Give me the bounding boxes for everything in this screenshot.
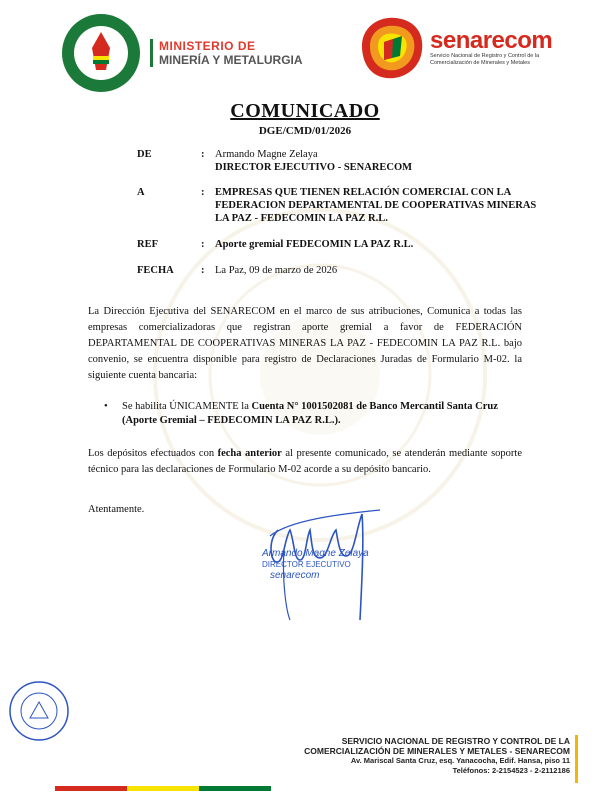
stamp-org: senarecom (270, 570, 320, 581)
de-label: DE (137, 149, 152, 160)
signature-stamp (262, 548, 369, 581)
senarecom-logo-icon (356, 12, 428, 84)
de-name: Armando Magne Zelaya (215, 149, 318, 160)
senarecom-subtitle: Servicio Nacional de Registro y Control de la Comercialización de Minerales y Metales (430, 53, 540, 66)
senarecom-brand: senarecom (430, 27, 553, 54)
ref-colon: : (201, 239, 205, 250)
title-block (0, 100, 610, 137)
bullet-bold: Cuenta N° 1001502081 de Banco Mercantil Santa Cruz (Aporte Gremial – FEDECOMIN LA PAZ R.L.). (122, 401, 498, 426)
flag-stripe (55, 786, 271, 791)
ref-value: Aporte gremial FEDECOMIN LA PAZ R.L. (215, 239, 414, 250)
bullet-dot: • (104, 401, 108, 412)
state-seal-icon (60, 12, 142, 94)
de-role: DIRECTOR EJECUTIVO - SENARECOM (215, 162, 413, 173)
footer-line4: Teléfonos: 2-2154523 - 2-2112186 (452, 766, 570, 775)
footer-line1: SERVICIO NACIONAL DE REGISTRO Y CONTROL DE LA (341, 736, 570, 746)
fecha-value: La Paz, 09 de marzo de 2026 (215, 265, 338, 276)
closing: Atentamente. (88, 504, 145, 515)
fecha-colon: : (201, 265, 205, 276)
ministry-header (60, 12, 303, 94)
footer-line3: Av. Mariscal Santa Cruz, esq. Yanacocha, Edif. Hansa, piso 11 (350, 756, 570, 765)
flag-green (199, 786, 271, 791)
ministry-name (150, 39, 303, 67)
document-code: DGE/CMD/01/2026 (258, 125, 352, 137)
flag-yellow (127, 786, 199, 791)
paragraph-main: La Dirección Ejecutiva del SENARECOM en el marco de sus atribuciones, Comunica a todas las empresas comercializadoras que registran aporte gremial a favor de FEDERACIÓN DEPARTAMENTAL DE COOPERATIVAS MINERAS LA PAZ - FEDECOMIN LA PAZ R.L. bajo convenio, se encuentra disponible para registro de Declaraciones Juradas de Formulario M-02. la siguiente cuenta bancaria: (88, 306, 522, 381)
p2-bold: fecha anterior (217, 448, 282, 459)
p2-post: al presente comunicado, se atenderán mediante soporte técnico para las declaraciones de Formulario M-02 acorde a su depósito bancario. (88, 448, 522, 475)
ministry-line1: MINISTERIO DE (159, 39, 256, 53)
de-value (215, 148, 545, 174)
stamp-name: Armando Magne Zelaya (262, 548, 369, 559)
footer-accent-bar (575, 735, 578, 783)
paragraph-deposits (88, 446, 522, 478)
bullet-pre: Se habilita ÚNICAMENTE la (122, 401, 252, 412)
ministry-line2: MINERÍA Y METALURGIA (159, 53, 303, 67)
stamp-role: DIRECTOR EJECUTIVO (262, 560, 351, 569)
a-label: A (137, 187, 145, 198)
de-colon: : (201, 149, 205, 160)
bullet-text (122, 400, 522, 427)
senarecom-text (430, 29, 560, 67)
a-value: EMPRESAS QUE TIENEN RELACIÓN COMERCIAL CON LA FEDERACION DEPARTAMENTAL DE COOPERATIVAS MINERAS LA PAZ - FEDECOMIN LA PAZ R.L. (215, 187, 537, 224)
flag-red (55, 786, 127, 791)
ref-label: REF (137, 239, 158, 250)
footer-info (304, 736, 570, 776)
p2-pre: Los depósitos efectuados con (88, 448, 218, 459)
round-stamp-icon (8, 680, 70, 742)
footer-line2: COMERCIALIZACIÓN DE MINERALES Y METALES - SENARECOM (304, 746, 570, 756)
a-colon: : (201, 187, 205, 198)
senarecom-header (356, 12, 560, 84)
document-title: COMUNICADO (230, 100, 380, 122)
fecha-label: FECHA (137, 265, 174, 276)
